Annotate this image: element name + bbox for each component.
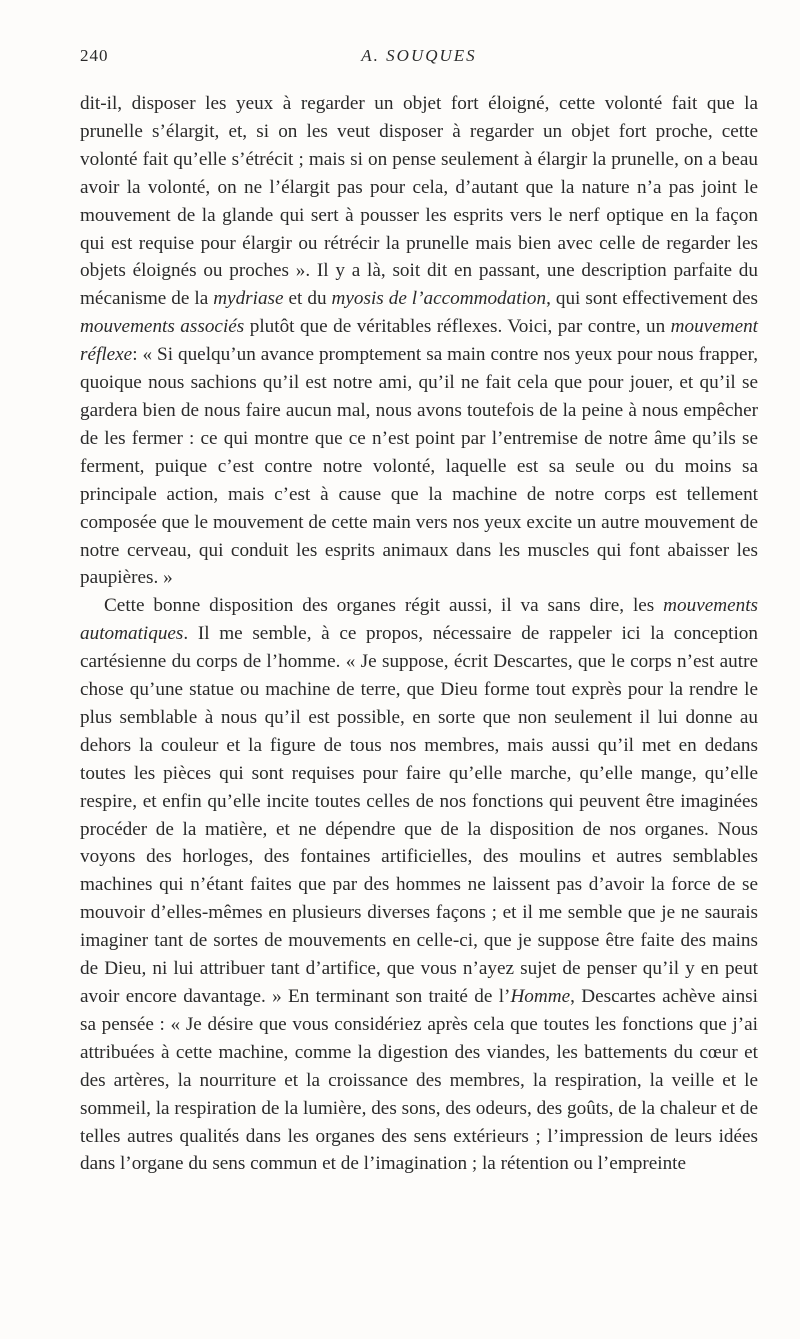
paragraph-2-text: , Descartes achève ainsi sa pensée : « Je désire que vous considériez après cela que toutes les fonctions que j’ai attribuées à cette machine, comme la digestion des viandes, les battements du cœur et des artères, la nourriture et la croissance des membres, la respiration, la veille et le sommeil, la respiration de la lumière, des sons, des odeurs, des goûts, de la chaleur et de telles autres qualités dans les organes des sens extérieurs ; l’impression de leurs idées dans l’organe du sens commun et de l’imagination ; la rétention ou l’empreinte (80, 986, 758, 1175)
term-myosis: myosis de l’accommodation (331, 288, 547, 310)
paragraph-2-text: Cette bonne disposition des organes régit aussi, il va sans dire, les (104, 595, 664, 617)
paragraph-1-text: et du (283, 288, 332, 310)
paragraph-1-text: dit-il, disposer les yeux à regarder un objet fort éloigné, cette volonté fait que la prunelle s’élargit, et, si on les veut disposer à regarder un objet fort proche, cette volonté fait qu’elle s’étrécit ; mais si on pense seulement à élargir la prunelle, on a beau avoir la volonté, on ne l’élargit pas pour cela, d’autant que la nature n’a pas joint le mouvement de la glande qui sert à pousser les esprits vers le nerf optique en la façon qui est requise pour élargir ou rétrécir la prunelle mais bien avec celle de regarder les objets éloignés ou proches ». Il y a là, soit dit en passant, une description parfaite du mécanisme de la (80, 93, 758, 310)
paragraph-1 (80, 90, 758, 592)
running-head: A. SOUQUES (361, 46, 477, 65)
title-homme: Homme (510, 986, 571, 1007)
term-mouvements-associes: mouvements associés (80, 316, 245, 338)
paragraph-1-text: : « Si quelqu’un avance promptement sa main contre nos yeux pour nous frapper, quoique nous sachions qu’il est notre ami, qu’il ne fait cela que pour jouer, et qu’il se gardera bien de nous faire aucun mal, nous avons toutefois de la peine à nous empêcher de les fermer : ce qui montre que ce n’est point par l’entremise de notre âme qu’ils se ferment, puique c’est contre notre volonté, laquelle est sa seule ou du moins sa principale action, mais c’est à cause que la machine de notre corps est tellement composée que le mouvement de cette main vers nos yeux excite un autre mouvement de notre cerveau, qui conduit les esprits animaux dans les muscles qui font abaisser les paupières. » (80, 344, 758, 589)
term-mouvement-reflexe: mouvement réflexe (80, 316, 759, 366)
paragraph-2-text: . Il me semble, à ce propos, nécessaire de rappeler ici la conception cartésienne du corps de l’homme. « Je suppose, écrit Descartes, que le corps n’est autre chose qu’une statue ou machine de terre, que Dieu forme tout exprès pour la rendre le plus semblable à nous qu’il est possible, en sorte que non seulement il lui donne au dehors la couleur et la figure de tous nos membres, mais aussi qu’il met en dedans toutes les pièces qui sont requises pour faire qu’elle marche, qu’elle mange, qu’elle respire, et enfin qu’elle incite toutes celles de nos fonctions qui peuvent être imaginées procéder de la matière, et ne dépendre que de la disposition de nos organes. Nous voyons des horloges, des fontaines artificielles, des moulins et autres semblables machines qui n’étant faites que par des hommes ne laissent pas d’avoir la force de se mouvoir d’elles-mêmes en plusieurs diverses façons ; et il me semble que je ne saurais imaginer tant de sortes de mouvements en celle-ci, que je suppose être faite des mains de Dieu, ni lui attribuer tant d’artifice, que vous n’ayez sujet de penser qu’il y en peut avoir encore davantage. » En terminant son traité de l’ (80, 623, 758, 1007)
paragraph-1-text: plutôt que de véritables réflexes. Voici, par contre, un (244, 316, 671, 338)
page-number: 240 (80, 46, 109, 65)
term-mouvements-automatiques: mouvements automatiques (80, 595, 758, 645)
paragraph-2 (80, 592, 758, 1178)
paragraph-1-text: , qui sont effectivement des (546, 288, 758, 310)
body-text (80, 90, 758, 1178)
page-header (80, 46, 758, 80)
term-mydriase: mydriase (213, 288, 284, 310)
